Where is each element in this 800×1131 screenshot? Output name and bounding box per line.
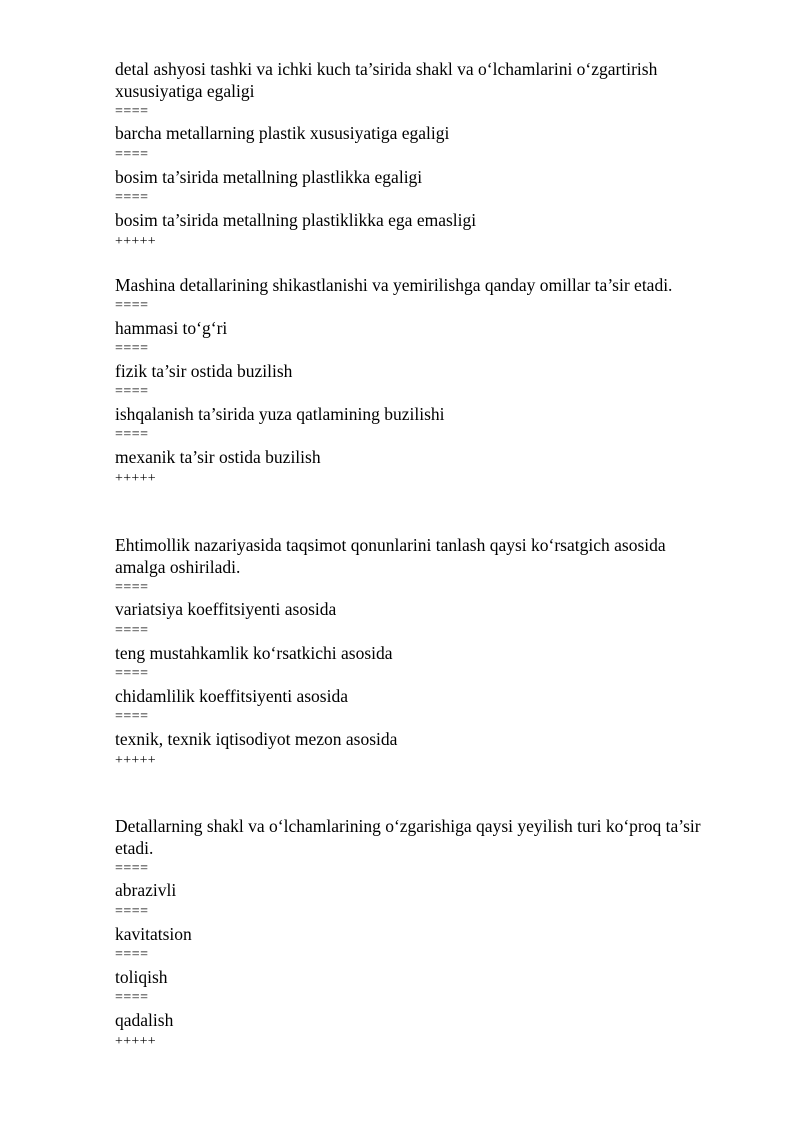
separator: ==== <box>115 990 149 1005</box>
end-marker: +++++ <box>115 234 156 249</box>
question-1-option: bosim ta’sirida metallning plastlikka egaligi <box>115 167 423 187</box>
separator: ==== <box>115 904 149 919</box>
separator: ==== <box>115 709 149 724</box>
question-4-line-2: etadi. <box>115 838 154 858</box>
question-2-option: mexanik ta’sir ostida buzilish <box>115 447 321 467</box>
question-3-option: chidamlilik koeffitsiyenti asosida <box>115 686 348 706</box>
question-4-option: abrazivli <box>115 880 177 900</box>
question-3-line-2: amalga oshiriladi. <box>115 557 241 577</box>
separator: ==== <box>115 947 149 962</box>
question-4-option: kavitatsion <box>115 924 192 944</box>
separator: ==== <box>115 341 149 356</box>
question-1-option: barcha metallarning plastik xususiyatiga egaligi <box>115 123 450 143</box>
question-1-option: bosim ta’sirida metallning plastiklikka ega emasligi <box>115 210 477 230</box>
end-marker: +++++ <box>115 471 156 486</box>
separator: ==== <box>115 147 149 162</box>
separator: ==== <box>115 666 149 681</box>
separator: ==== <box>115 580 149 595</box>
question-2-option: ishqalanish ta’sirida yuza qatlamining buzilishi <box>115 404 445 424</box>
question-2-line-1: Mashina detallarining shikastlanishi va yemirilishga qanday omillar ta’sir etadi. <box>115 275 673 295</box>
separator: ==== <box>115 623 149 638</box>
question-3-option: texnik, texnik iqtisodiyot mezon asosida <box>115 729 398 749</box>
question-4-line-1: Detallarning shakl va o‘lchamlarining o‘zgarishiga qaysi yeyilish turi ko‘proq ta’sir <box>115 816 701 836</box>
separator: ==== <box>115 104 149 119</box>
separator: ==== <box>115 861 149 876</box>
question-4-option: toliqish <box>115 967 168 987</box>
question-3-option: variatsiya koeffitsiyenti asosida <box>115 599 337 619</box>
question-4-option: qadalish <box>115 1010 174 1030</box>
question-1-line-2: xususiyatiga egaligi <box>115 81 255 101</box>
separator: ==== <box>115 427 149 442</box>
question-3-option: teng mustahkamlik ko‘rsatkichi asosida <box>115 643 393 663</box>
end-marker: +++++ <box>115 753 156 768</box>
separator: ==== <box>115 190 149 205</box>
question-2-option: hammasi to‘g‘ri <box>115 318 228 338</box>
question-3-line-1: Ehtimollik nazariyasida taqsimot qonunlarini tanlash qaysi ko‘rsatgich asosida <box>115 535 666 555</box>
question-1-line-1: detal ashyosi tashki va ichki kuch ta’sirida shakl va o‘lchamlarini o‘zgartirish <box>115 59 658 79</box>
end-marker: +++++ <box>115 1034 156 1049</box>
separator: ==== <box>115 298 149 313</box>
question-2-option: fizik ta’sir ostida buzilish <box>115 361 293 381</box>
separator: ==== <box>115 384 149 399</box>
